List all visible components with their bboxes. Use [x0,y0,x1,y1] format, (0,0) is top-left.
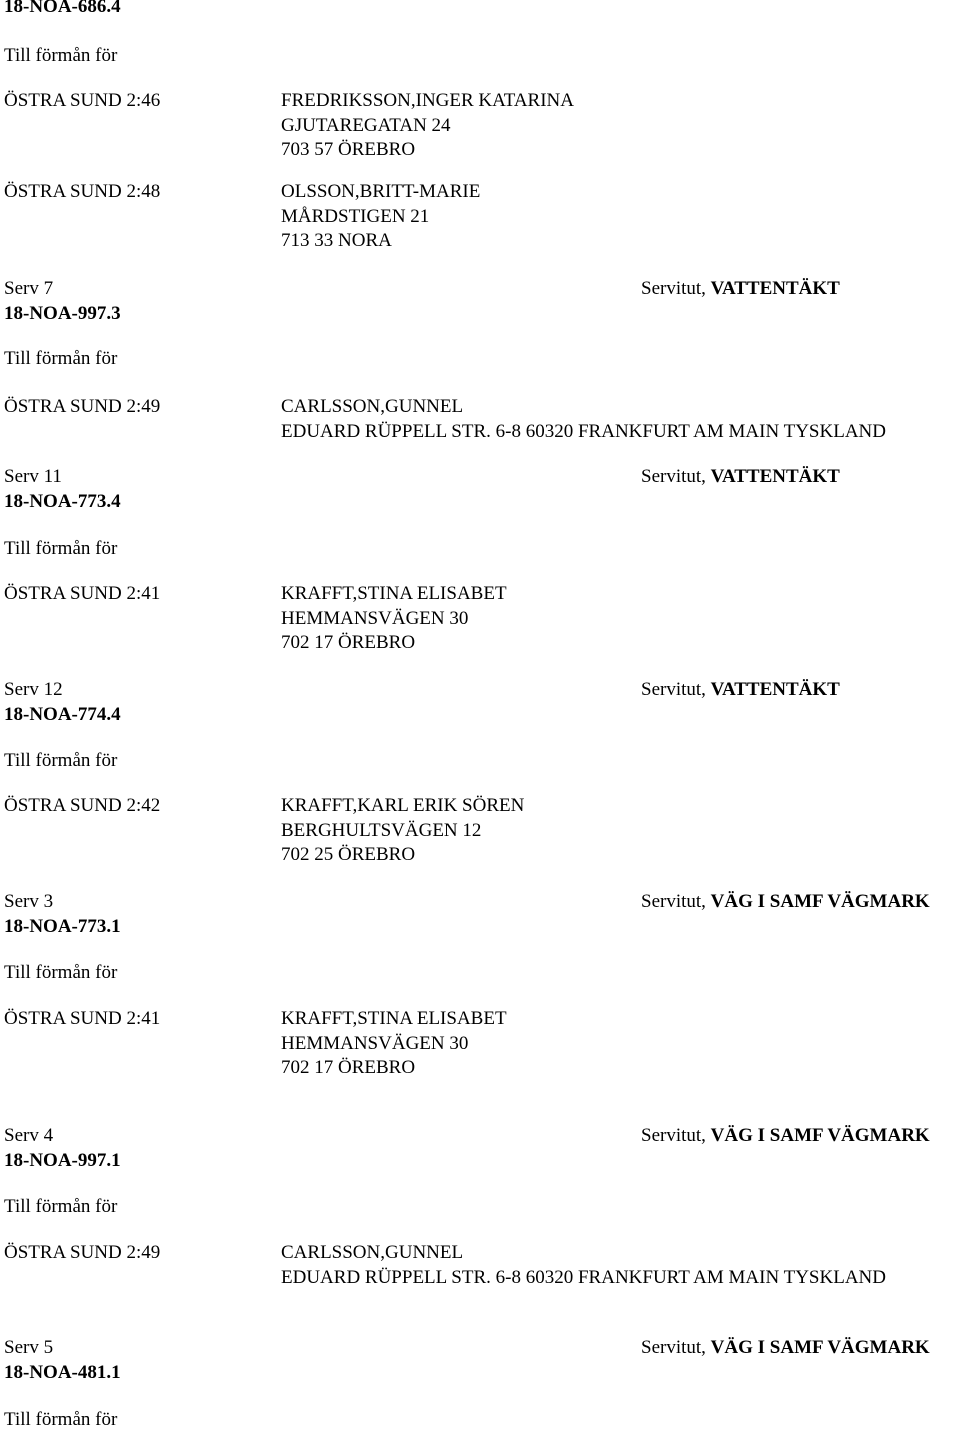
property-name: ÖSTRA SUND 2:49 [4,1242,161,1263]
servitude-type [641,1337,930,1359]
servitude-reference: 18-NOA-773.1 [4,916,121,937]
servitude-number: Serv 7 [4,278,54,299]
servitude-type-name: VÄG I SAMF VÄGMARK [710,1337,930,1358]
owner-name: CARLSSON,GUNNEL [281,1242,464,1263]
servitude-type [641,466,840,488]
owner-address-line: MÅRDSTIGEN 21 [281,205,430,227]
servitude-type-name: VÄG I SAMF VÄGMARK [710,891,930,912]
owner-name: KRAFFT,STINA ELISABET [281,1008,507,1029]
benefit-label: Till förmån för [4,1196,118,1217]
servitude-reference: 18-NOA-481.1 [4,1362,121,1383]
servitude-type-name: VATTENTÄKT [710,278,840,299]
servitude-type [641,891,930,913]
servitude-number: Serv 11 [4,466,62,487]
servitude-type-name: VÄG I SAMF VÄGMARK [710,1125,930,1146]
owner-address-line: EDUARD RÜPPELL STR. 6-8 60320 FRANKFURT AM MAIN TYSKLAND [281,1266,886,1288]
servitude-number: Serv 3 [4,891,54,912]
servitude-type [641,278,840,300]
servitude-number: Serv 12 [4,679,63,700]
servitude-type [641,679,840,701]
benefit-label: Till förmån för [4,348,118,369]
owner-address-line: BERGHULTSVÄGEN 12 [281,819,482,841]
servitude-number: Serv 4 [4,1125,54,1146]
servitude-reference: 18-NOA-997.3 [4,303,121,324]
benefit-label: Till förmån för [4,45,118,66]
servitude-reference: 18-NOA-774.4 [4,704,121,725]
servitude-type-prefix: Servitut, [641,1125,706,1146]
owner-address-line: GJUTAREGATAN 24 [281,114,451,136]
servitude-reference: 18-NOA-773.4 [4,491,121,512]
benefit-label: Till förmån för [4,538,118,559]
servitude-number: Serv 5 [4,1337,54,1358]
property-name: ÖSTRA SUND 2:42 [4,795,161,816]
property-name: ÖSTRA SUND 2:46 [4,90,161,111]
property-name: ÖSTRA SUND 2:49 [4,396,161,417]
owner-address-line: EDUARD RÜPPELL STR. 6-8 60320 FRANKFURT AM MAIN TYSKLAND [281,420,886,442]
owner-address-line: 702 25 ÖREBRO [281,844,416,865]
servitude-type-name: VATTENTÄKT [710,466,840,487]
servitude-type-prefix: Servitut, [641,679,706,700]
property-name: ÖSTRA SUND 2:48 [4,181,161,202]
benefit-label: Till förmån för [4,1409,118,1430]
servitude-type-prefix: Servitut, [641,891,706,912]
benefit-label: Till förmån för [4,962,118,983]
owner-address-line: 702 17 ÖREBRO [281,1057,416,1078]
owner-name: KRAFFT,KARL ERIK SÖREN [281,795,525,816]
servitude-type-prefix: Servitut, [641,466,706,487]
header-reference: 18-NOA-686.4 [4,0,121,17]
owner-name: KRAFFT,STINA ELISABET [281,583,507,604]
owner-name: CARLSSON,GUNNEL [281,396,464,417]
owner-name: OLSSON,BRITT-MARIE [281,181,481,202]
owner-address-line: 703 57 ÖREBRO [281,139,416,160]
owner-name: FREDRIKSSON,INGER KATARINA [281,90,574,111]
owner-address-line: 702 17 ÖREBRO [281,632,416,653]
servitude-type-prefix: Servitut, [641,1337,706,1358]
servitude-type-name: VATTENTÄKT [710,679,840,700]
owner-address-line: HEMMANSVÄGEN 30 [281,1032,469,1054]
property-name: ÖSTRA SUND 2:41 [4,1008,161,1029]
servitude-type-prefix: Servitut, [641,278,706,299]
owner-address-line: 713 33 NORA [281,230,392,251]
benefit-label: Till förmån för [4,750,118,771]
property-name: ÖSTRA SUND 2:41 [4,583,161,604]
servitude-reference: 18-NOA-997.1 [4,1150,121,1171]
servitude-type [641,1125,930,1147]
owner-address-line: HEMMANSVÄGEN 30 [281,607,469,629]
